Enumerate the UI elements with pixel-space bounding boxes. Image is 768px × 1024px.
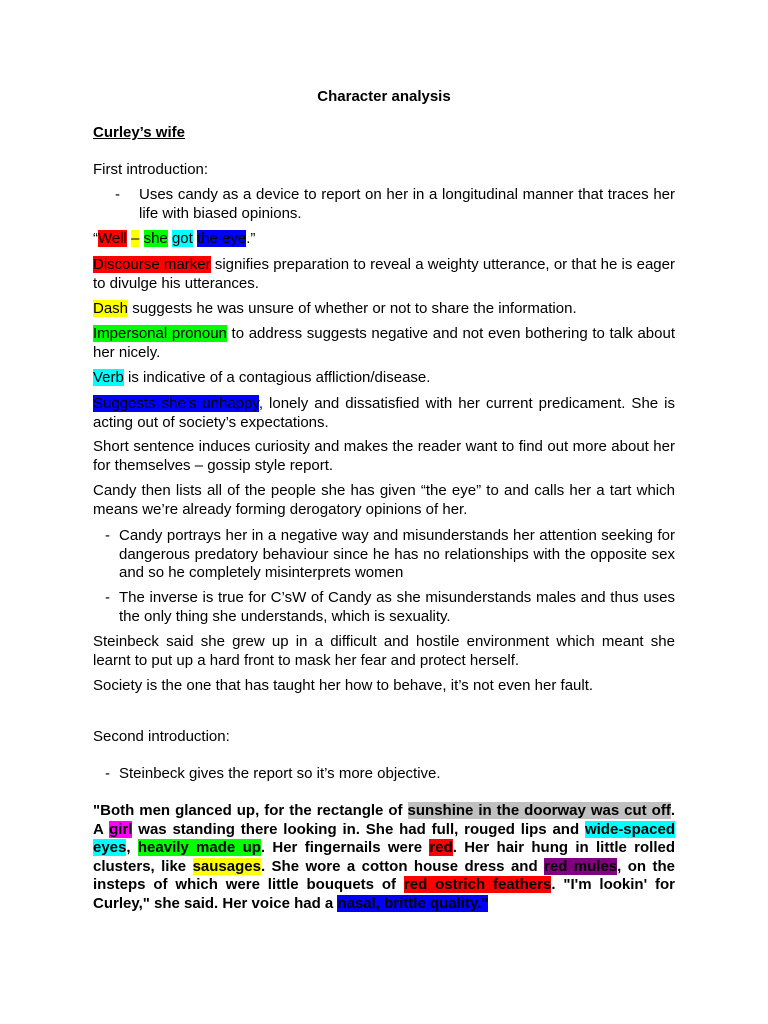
- analysis-verb: Verb is indicative of a contagious affliction/disease.: [93, 369, 431, 386]
- first-intro-bullet: [93, 186, 675, 223]
- first-intro-label: First introduction:: [93, 161, 209, 178]
- page-title: Character analysis: [317, 88, 451, 105]
- term-highlight: Discourse marker: [93, 256, 211, 273]
- highlight-heavily-made-up: heavily made up: [137, 839, 261, 856]
- para-candy-lists: Candy then lists all of the people she has given “the eye” to and calls her a tart which means we’re already forming derogatory opinions of her.: [93, 482, 675, 518]
- highlight-wide-spaced-eyes: wide-spaced eyes: [93, 820, 675, 856]
- highlight-red-ostrich-feathers: red ostrich feathers: [403, 876, 552, 893]
- sub-bullet-1: [93, 527, 675, 583]
- sub-bullet-2: [93, 589, 675, 626]
- bullet-text: Uses candy as a device to report on her in a longitudinal manner that traces her life with biased opinions.: [139, 186, 675, 222]
- highlight-sausages: sausages: [192, 857, 261, 875]
- term-highlight: Verb: [93, 369, 124, 386]
- highlight-well: Well: [98, 230, 127, 247]
- bullet-dash: -: [115, 186, 120, 203]
- term-highlight: Suggests she’s unhappy: [93, 395, 259, 412]
- bullet-text: The inverse is true for C’sW of Candy as she misunderstands males and thus uses the only thing she understands, which is sexuality.: [119, 589, 675, 625]
- analysis-unhappy: Suggests she’s unhappy, lonely and dissatisfied with her current predicament. She is acting out of society’s expectations.: [93, 395, 675, 431]
- highlight-got: got: [171, 230, 193, 247]
- analysis-impersonal-pronoun: Impersonal pronoun to address suggests negative and not even bothering to talk about her nicely.: [93, 325, 675, 361]
- analysis-dash: Dash suggests he was unsure of whether or not to share the information.: [93, 300, 577, 317]
- highlight-sunshine: sunshine in the doorway was cut off: [407, 802, 671, 819]
- highlight-red: red: [429, 839, 453, 856]
- quote-line: “Well – she got the eye.”: [93, 230, 256, 247]
- highlight-girl: girl: [109, 820, 133, 838]
- bullet-dash: -: [105, 765, 110, 782]
- bullet-dash: -: [105, 589, 110, 606]
- bullet-text: Steinbeck gives the report so it’s more objective.: [119, 765, 441, 782]
- second-intro-label: Second introduction:: [93, 728, 230, 745]
- quoted-passage: "Both men glanced up, for the rectangle of sunshine in the doorway was cut off. A girl was standing there looking in. She had full, rouged lips and wide-spaced eyes, heavily made up. Her fingernails were red. Her hair hung in little rolled clusters, like sausages. She wore a cotton house dress and red mules, on the insteps of which were little bouquets of red ostrich feathers. "I'm lookin' for Curley," she said. Her voice had a nasal, brittle quality.": [93, 802, 675, 912]
- section-heading: Curley’s wife: [93, 124, 185, 141]
- highlight-she: she: [143, 230, 168, 247]
- highlight-red-mules: red mules: [544, 857, 618, 875]
- second-intro-bullet: [93, 765, 675, 784]
- term-highlight: Dash: [93, 300, 129, 317]
- highlight-nasal-brittle: nasal, brittle quality.": [337, 894, 489, 912]
- bullet-dash: -: [105, 527, 110, 544]
- para-short-sentence: Short sentence induces curiosity and makes the reader want to find out more about her for themselves – gossip style report.: [93, 438, 675, 474]
- analysis-discourse-marker: Discourse marker signifies preparation to reveal a weighty utterance, or that he is eager to divulge his utterances.: [93, 256, 675, 292]
- para-society: Society is the one that has taught her how to behave, it’s not even her fault.: [93, 677, 594, 694]
- highlight-the-eye: the eye: [196, 230, 247, 247]
- bullet-text: Candy portrays her in a negative way and misunderstands her attention seeking for dangerous predatory behaviour since he has no relationships with the opposite sex and so he completely misinterprets women: [119, 527, 675, 581]
- para-steinbeck: Steinbeck said she grew up in a difficult and hostile environment which meant she learnt to put up a hard front to mask her fear and protect herself.: [93, 633, 675, 669]
- term-highlight: Impersonal pronoun: [93, 325, 227, 342]
- highlight-dash: –: [131, 230, 140, 247]
